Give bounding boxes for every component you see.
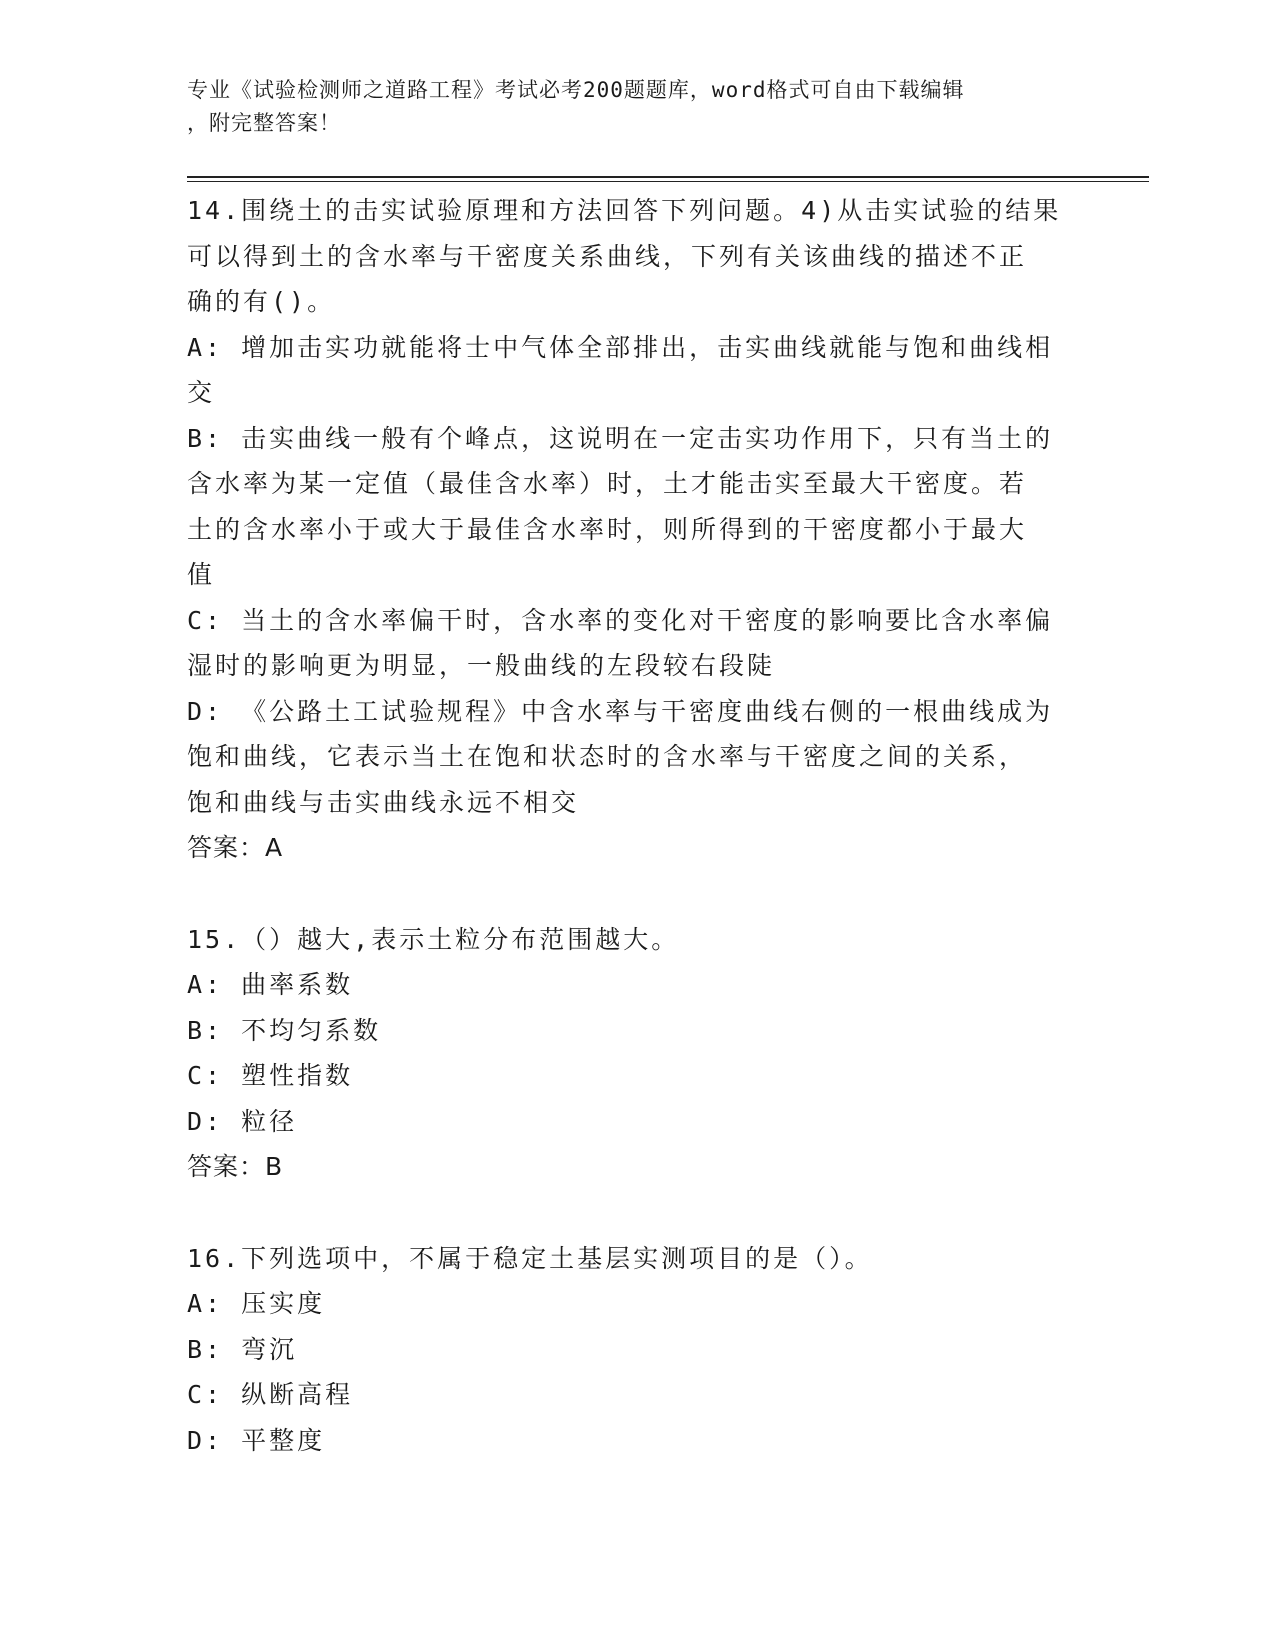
option-b: B: 弯沉 [187, 1334, 298, 1364]
spacer [187, 871, 1077, 917]
header-line-2: ，附完整答案！ [187, 111, 341, 135]
option-d [187, 689, 1077, 826]
option-d: D: 平整度 [187, 1425, 326, 1455]
question-list [187, 188, 1077, 1463]
option-b [187, 416, 1077, 598]
option-text: 交 [187, 378, 216, 407]
option-text: D: 《公路土工试验规程》中含水率与干密度曲线右侧的一根曲线成为 [187, 696, 1054, 726]
answer-label: 答案：A [187, 833, 284, 862]
document-header [187, 74, 1067, 140]
option-a: A: 压实度 [187, 1289, 326, 1318]
option-text: 值 [187, 560, 216, 589]
question-text: 确的有()。 [187, 287, 336, 316]
question-14 [187, 188, 1077, 871]
option-text: B: 击实曲线一般有个峰点，这说明在一定击实功作用下，只有当土的 [187, 423, 1054, 453]
option-a [187, 325, 1077, 416]
question-text: 15.（）越大,表示土粒分布范围越大。 [187, 924, 680, 954]
option-c: C: 纵断高程 [187, 1380, 354, 1409]
option-a: A: 曲率系数 [187, 970, 354, 999]
question-16 [187, 1236, 1077, 1464]
question-text: 16.下列选项中，不属于稳定土基层实测项目的是（）。 [187, 1243, 873, 1273]
header-divider-thin [187, 181, 1149, 182]
option-text: 湿时的影响更为明显，一般曲线的左段较右段陡 [187, 651, 776, 680]
option-text: 含水率为某一定值（最佳含水率）时，土才能击实至最大干密度。若 [187, 469, 1028, 498]
option-text: 饱和曲线，它表示当土在饱和状态时的含水率与干密度之间的关系， [187, 742, 1028, 771]
spacer [187, 1190, 1077, 1236]
option-c: C: 塑性指数 [187, 1061, 354, 1090]
option-text: A: 增加击实功就能将士中气体全部排出，击实曲线就能与饱和曲线相 [187, 332, 1054, 362]
question-text: 14.围绕土的击实试验原理和方法回答下列问题。4)从击实试验的结果 [187, 196, 1062, 225]
header-line-1: 专业《试验检测师之道路工程》考试必考200题题库，word格式可自由下载编辑 [187, 78, 965, 102]
question-15 [187, 917, 1077, 1190]
question-text: 可以得到土的含水率与干密度关系曲线，下列有关该曲线的描述不正 [187, 241, 1028, 271]
option-b: B: 不均匀系数 [187, 1015, 382, 1045]
answer-label: 答案：B [187, 1152, 284, 1181]
option-text: 土的含水率小于或大于最佳含水率时，则所得到的干密度都小于最大 [187, 514, 1028, 544]
option-text: 饱和曲线与击实曲线永远不相交 [187, 787, 580, 817]
option-c [187, 598, 1077, 689]
option-d: D: 粒径 [187, 1106, 298, 1136]
header-divider [187, 176, 1149, 178]
option-text: C: 当土的含水率偏干时，含水率的变化对干密度的影响要比含水率偏 [187, 605, 1054, 635]
